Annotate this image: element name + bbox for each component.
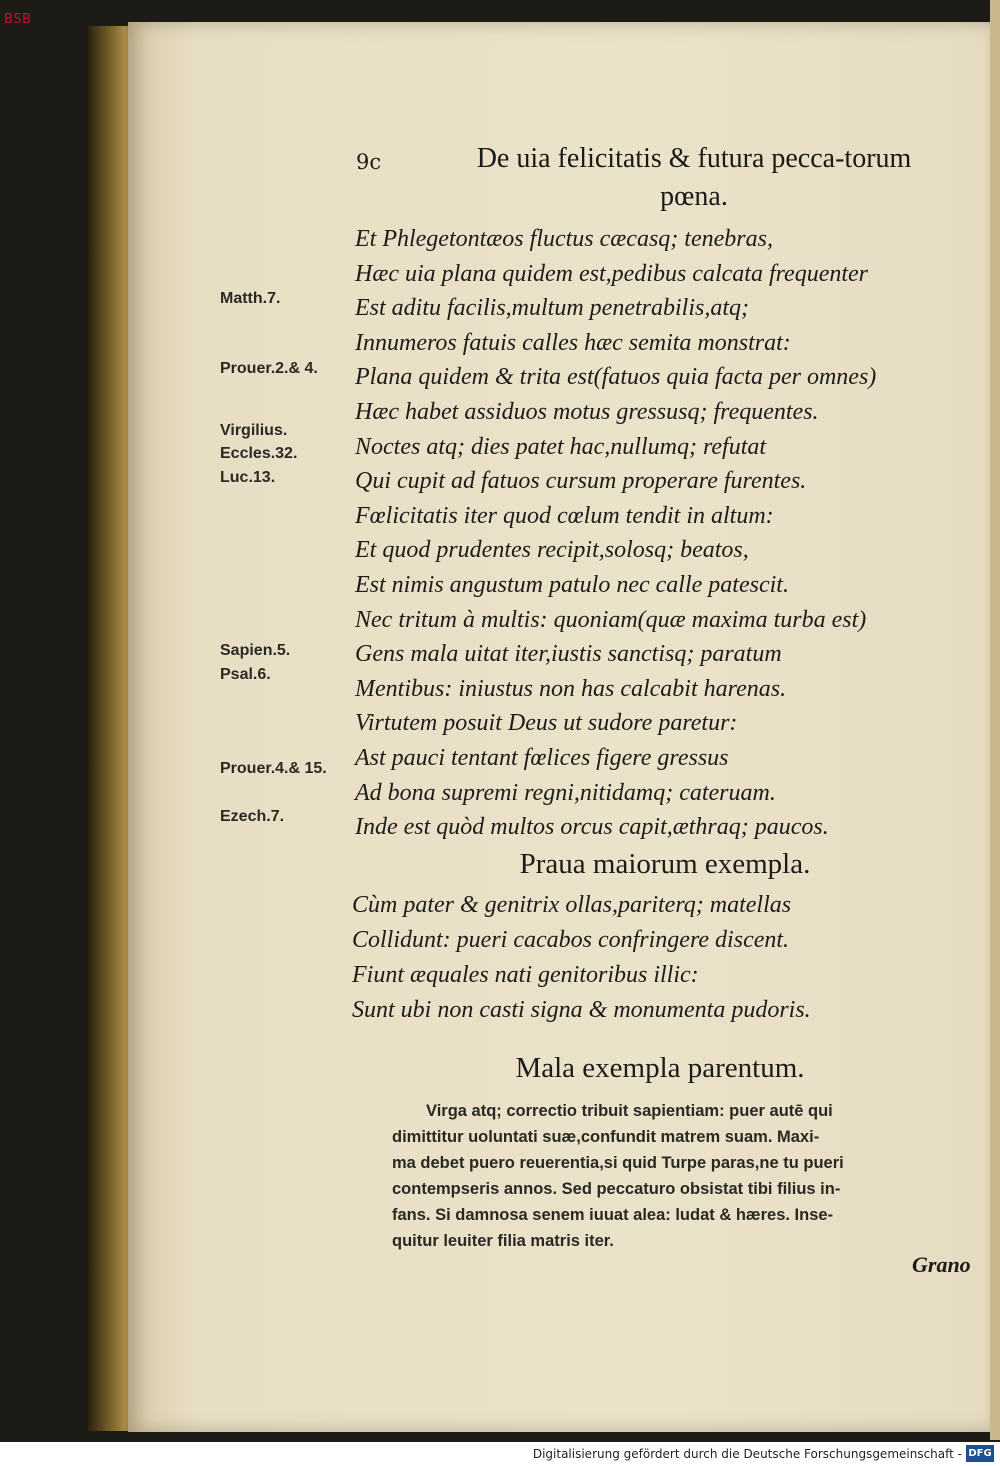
- prose-line: fans. Si damnosa senem iuuat alea: ludat & hæres. Inse-: [392, 1206, 834, 1224]
- verse-line: Innumeros fatuis calles hæc semita monstrat:: [355, 329, 791, 356]
- prose-line: dimittitur uoluntati suæ,confundit matrem suam. Maxi-: [392, 1128, 820, 1146]
- prose-line: contempseris annos. Sed peccaturo obsistat tibi filius in-: [392, 1180, 841, 1198]
- verse-line: Inde est quòd multos orcus capit,æthraq; paucos.: [355, 814, 829, 841]
- section-heading: Praua maiorum exempla.: [519, 848, 811, 880]
- margin-note: Prouer.2.& 4.: [220, 360, 318, 377]
- library-mark: BSB: [4, 12, 32, 27]
- running-head: De uia felicitatis & futura pecca-torum pœna.: [476, 143, 912, 212]
- catchword: Grano: [912, 1252, 971, 1277]
- verse-line: Ast pauci tentant fœlices figere gressus: [355, 744, 729, 771]
- verse-line: Est aditu facilis,multum penetrabilis,atq;: [355, 295, 749, 322]
- prose-line: ma debet puero reuerentia,si quid Turpe paras,ne tu pueri: [392, 1154, 844, 1172]
- verse-line: Sunt ubi non casti signa & monumenta pudoris.: [352, 997, 811, 1023]
- next-page-edge: [990, 0, 1000, 1440]
- verse-line: Est nimis angustum patulo nec calle patescit.: [355, 571, 789, 598]
- verse-line: Et Phlegetontæos fluctus cæcasq; tenebras,: [355, 226, 773, 252]
- prose-paragraph: [392, 1098, 952, 1254]
- verse-line: Cùm pater & genitrix ollas,pariterq; matellas: [352, 892, 792, 918]
- dfg-logo: DFG: [966, 1445, 994, 1462]
- page-number: 9c: [356, 150, 382, 174]
- margin-note: Psal.6.: [220, 666, 271, 683]
- verse-block-2: [352, 888, 972, 1028]
- verse-line: Plana quidem & trita est(fatuos quia facta per omnes): [355, 364, 877, 391]
- verse-line: Collidunt: pueri cacabos confringere discent.: [352, 927, 790, 953]
- footer-bar: [0, 1442, 1000, 1466]
- verse-line: Fœlicitatis iter quod cœlum tendit in altum:: [355, 502, 774, 529]
- verse-line: Et quod prudentes recipit,solosq; beatos,: [355, 537, 749, 564]
- margin-note: Virgilius.: [220, 422, 288, 439]
- margin-note: Sapien.5.: [220, 642, 291, 659]
- verse-block: [355, 222, 955, 845]
- verse-line: Gens mala uitat iter,iustis sanctisq; paratum: [355, 641, 782, 668]
- prose-line: Virga atq; correctio tribuit sapientiam: puer autē qui: [426, 1102, 833, 1120]
- margin-note: Eccles.32.: [220, 445, 298, 462]
- verse-line: Hæc habet assiduos motus gressusq; frequentes.: [355, 398, 819, 425]
- verse-line: Virtutem posuit Deus ut sudore paretur:: [355, 710, 738, 737]
- verse-line: Nec tritum à multis: quoniam(quæ maxima turba est): [355, 606, 867, 633]
- verse-line: Mentibus: iniustus non has calcabit harenas.: [355, 675, 787, 702]
- verse-line: Hæc uia plana quidem est,pedibus calcata frequenter: [355, 260, 869, 287]
- verse-line: Fiunt æquales nati genitoribus illic:: [352, 962, 699, 988]
- verse-line: Qui cupit ad fatuos cursum properare furentes.: [355, 468, 807, 495]
- margin-note: Luc.13.: [220, 469, 276, 486]
- margin-note: Matth.7.: [220, 290, 281, 307]
- section-heading-2: Mala exempla parentum.: [515, 1052, 805, 1084]
- margin-note: Ezech.7.: [220, 808, 285, 825]
- margin-note: Prouer.4.& 15.: [220, 760, 327, 777]
- prose-line: quitur leuiter filia matris iter.: [392, 1232, 614, 1250]
- verse-line: Ad bona supremi regni,nitidamq; cateruam.: [355, 779, 776, 806]
- footer-credit: Digitalisierung gefördert durch die Deutsche Forschungsgemeinschaft -: [532, 1447, 962, 1461]
- verse-line: Noctes atq; dies patet hac,nullumq; refutat: [355, 433, 767, 460]
